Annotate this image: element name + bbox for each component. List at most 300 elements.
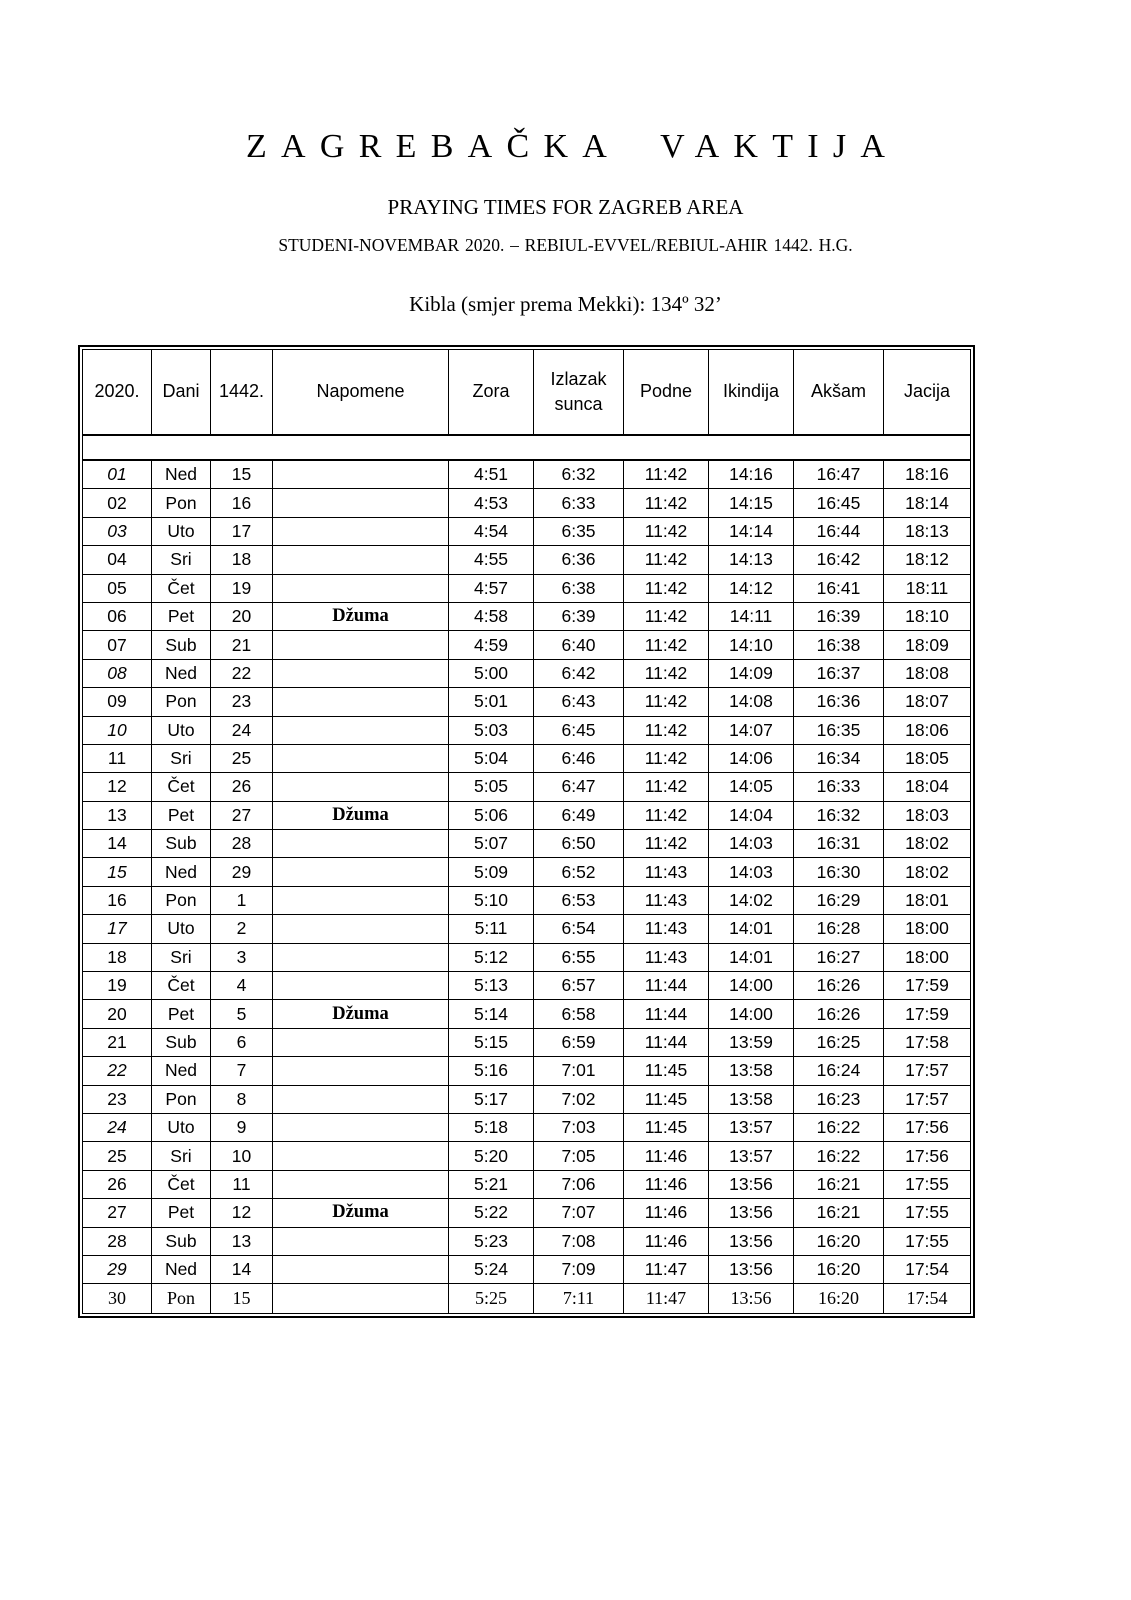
cell-jacija: 18:04: [884, 773, 970, 801]
cell-podne: 11:42: [624, 575, 709, 603]
cell-jacija: 18:07: [884, 688, 970, 716]
cell-zora: 5:16: [449, 1057, 534, 1085]
cell-note: [273, 631, 449, 659]
cell-ikindija: 14:14: [709, 518, 794, 546]
cell-aksam: 16:22: [794, 1114, 884, 1142]
cell-hijri-date: 13: [211, 1228, 273, 1256]
cell-note: [273, 1228, 449, 1256]
cell-day: Pon: [152, 887, 211, 915]
cell-day: Sri: [152, 745, 211, 773]
cell-izlazak-sunca: 6:40: [534, 631, 624, 659]
cell-ikindija: 14:16: [709, 461, 794, 489]
title-block: [0, 0, 1131, 317]
cell-aksam: 16:28: [794, 915, 884, 943]
cell-podne: 11:42: [624, 830, 709, 858]
cell-hijri-date: 19: [211, 575, 273, 603]
table-row: [83, 1142, 970, 1170]
cell-date: 02: [83, 489, 152, 517]
cell-hijri-date: 18: [211, 546, 273, 574]
cell-jacija: 18:10: [884, 603, 970, 631]
cell-ikindija: 14:08: [709, 688, 794, 716]
cell-ikindija: 13:56: [709, 1284, 794, 1312]
cell-date: 04: [83, 546, 152, 574]
table-row: [83, 858, 970, 886]
cell-note: [273, 915, 449, 943]
cell-izlazak-sunca: 6:45: [534, 717, 624, 745]
table-row: [83, 660, 970, 688]
cell-jacija: 18:06: [884, 717, 970, 745]
cell-hijri-date: 15: [211, 461, 273, 489]
cell-date: 12: [83, 773, 152, 801]
cell-day: Uto: [152, 1114, 211, 1142]
cell-date: 11: [83, 745, 152, 773]
cell-zora: 5:15: [449, 1029, 534, 1057]
table-row: [83, 631, 970, 659]
cell-aksam: 16:38: [794, 631, 884, 659]
cell-day: Pet: [152, 802, 211, 830]
cell-date: 22: [83, 1057, 152, 1085]
cell-aksam: 16:36: [794, 688, 884, 716]
cell-day: Ned: [152, 858, 211, 886]
table-spacer-row: [83, 436, 970, 461]
cell-day: Pon: [152, 688, 211, 716]
cell-day: Sri: [152, 1142, 211, 1170]
cell-podne: 11:42: [624, 688, 709, 716]
cell-note: [273, 972, 449, 1000]
cell-podne: 11:44: [624, 972, 709, 1000]
cell-date: 06: [83, 603, 152, 631]
cell-note: [273, 1256, 449, 1284]
cell-izlazak-sunca: 6:50: [534, 830, 624, 858]
cell-ikindija: 14:09: [709, 660, 794, 688]
table-row: [83, 802, 970, 830]
cell-note: [273, 1029, 449, 1057]
cell-hijri-date: 20: [211, 603, 273, 631]
table-row: [83, 1256, 970, 1284]
cell-izlazak-sunca: 6:49: [534, 802, 624, 830]
cell-podne: 11:42: [624, 773, 709, 801]
cell-podne: 11:46: [624, 1228, 709, 1256]
cell-hijri-date: 16: [211, 489, 273, 517]
cell-date: 26: [83, 1171, 152, 1199]
table-row: [83, 830, 970, 858]
cell-aksam: 16:20: [794, 1256, 884, 1284]
cell-ikindija: 14:03: [709, 858, 794, 886]
cell-podne: 11:45: [624, 1086, 709, 1114]
cell-date: 19: [83, 972, 152, 1000]
cell-hijri-date: 15: [211, 1284, 273, 1312]
cell-aksam: 16:23: [794, 1086, 884, 1114]
cell-jacija: 18:02: [884, 858, 970, 886]
cell-aksam: 16:27: [794, 944, 884, 972]
cell-jacija: 18:03: [884, 802, 970, 830]
cell-podne: 11:42: [624, 802, 709, 830]
cell-hijri-date: 22: [211, 660, 273, 688]
table-outer-frame: [78, 345, 975, 1318]
col-header-year: 2020.: [83, 350, 152, 434]
cell-note: [273, 1142, 449, 1170]
cell-zora: 5:23: [449, 1228, 534, 1256]
cell-ikindija: 13:58: [709, 1086, 794, 1114]
cell-zora: 5:20: [449, 1142, 534, 1170]
cell-date: 24: [83, 1114, 152, 1142]
cell-jacija: 18:09: [884, 631, 970, 659]
cell-podne: 11:42: [624, 518, 709, 546]
cell-podne: 11:42: [624, 603, 709, 631]
cell-jacija: 17:55: [884, 1228, 970, 1256]
table-row: [83, 461, 970, 489]
cell-date: 14: [83, 830, 152, 858]
cell-day: Sub: [152, 1029, 211, 1057]
cell-hijri-date: 2: [211, 915, 273, 943]
cell-date: 08: [83, 660, 152, 688]
table-body: [83, 461, 970, 1313]
cell-note: [273, 887, 449, 915]
table-row: [83, 1171, 970, 1199]
cell-hijri-date: 27: [211, 802, 273, 830]
cell-ikindija: 13:57: [709, 1114, 794, 1142]
col-header-izlazak-sunca: Izlazak sunca: [534, 350, 624, 434]
cell-day: Pet: [152, 603, 211, 631]
cell-izlazak-sunca: 7:02: [534, 1086, 624, 1114]
cell-hijri-date: 21: [211, 631, 273, 659]
cell-note: Džuma: [273, 1199, 449, 1227]
cell-day: Pon: [152, 489, 211, 517]
cell-date: 21: [83, 1029, 152, 1057]
cell-hijri-date: 6: [211, 1029, 273, 1057]
table-row: [83, 915, 970, 943]
cell-date: 23: [83, 1086, 152, 1114]
table-row: [83, 1228, 970, 1256]
cell-ikindija: 14:06: [709, 745, 794, 773]
cell-date: 09: [83, 688, 152, 716]
cell-podne: 11:43: [624, 944, 709, 972]
cell-jacija: 18:11: [884, 575, 970, 603]
table-row: [83, 546, 970, 574]
cell-day: Pet: [152, 1000, 211, 1028]
cell-podne: 11:42: [624, 717, 709, 745]
cell-aksam: 16:20: [794, 1228, 884, 1256]
vaktija-table: [78, 345, 975, 1318]
cell-jacija: 17:59: [884, 1000, 970, 1028]
table-row: [83, 972, 970, 1000]
cell-zora: 5:12: [449, 944, 534, 972]
cell-day: Uto: [152, 518, 211, 546]
table-row: [83, 1029, 970, 1057]
cell-izlazak-sunca: 6:55: [534, 944, 624, 972]
cell-jacija: 17:57: [884, 1057, 970, 1085]
cell-day: Ned: [152, 461, 211, 489]
cell-hijri-date: 14: [211, 1256, 273, 1284]
cell-note: [273, 546, 449, 574]
table-row: [83, 1284, 970, 1312]
cell-izlazak-sunca: 6:35: [534, 518, 624, 546]
cell-note: [273, 1284, 449, 1312]
col-header-hijri-year: 1442.: [211, 350, 273, 434]
cell-hijri-date: 8: [211, 1086, 273, 1114]
cell-podne: 11:42: [624, 631, 709, 659]
cell-day: Ned: [152, 1256, 211, 1284]
cell-ikindija: 14:15: [709, 489, 794, 517]
cell-day: Uto: [152, 915, 211, 943]
cell-aksam: 16:32: [794, 802, 884, 830]
cell-hijri-date: 17: [211, 518, 273, 546]
cell-zora: 5:24: [449, 1256, 534, 1284]
cell-jacija: 18:12: [884, 546, 970, 574]
cell-date: 16: [83, 887, 152, 915]
col-header-jacija: Jacija: [903, 381, 951, 402]
cell-note: [273, 717, 449, 745]
cell-aksam: 16:22: [794, 1142, 884, 1170]
cell-aksam: 16:39: [794, 603, 884, 631]
cell-aksam: 16:20: [794, 1284, 884, 1312]
cell-ikindija: 14:07: [709, 717, 794, 745]
cell-zora: 5:11: [449, 915, 534, 943]
cell-zora: 5:21: [449, 1171, 534, 1199]
cell-izlazak-sunca: 6:38: [534, 575, 624, 603]
cell-day: Sub: [152, 631, 211, 659]
cell-date: 05: [83, 575, 152, 603]
cell-hijri-date: 24: [211, 717, 273, 745]
cell-ikindija: 14:00: [709, 972, 794, 1000]
cell-hijri-date: 7: [211, 1057, 273, 1085]
table-row: [83, 745, 970, 773]
col-header-ikindija: Ikindija: [709, 350, 794, 434]
cell-izlazak-sunca: 7:09: [534, 1256, 624, 1284]
cell-ikindija: 14:00: [709, 1000, 794, 1028]
cell-note: [273, 944, 449, 972]
cell-hijri-date: 9: [211, 1114, 273, 1142]
cell-zora: 5:03: [449, 717, 534, 745]
cell-day: Ned: [152, 1057, 211, 1085]
table-row: [83, 518, 970, 546]
cell-podne: 11:42: [624, 461, 709, 489]
cell-zora: 5:04: [449, 745, 534, 773]
cell-zora: 5:06: [449, 802, 534, 830]
cell-izlazak-sunca: 6:33: [534, 489, 624, 517]
cell-jacija: 17:56: [884, 1114, 970, 1142]
table-row: [83, 773, 970, 801]
cell-ikindija: 13:56: [709, 1171, 794, 1199]
cell-aksam: 16:26: [794, 1000, 884, 1028]
cell-jacija: 18:00: [884, 944, 970, 972]
cell-date: 18: [83, 944, 152, 972]
cell-aksam: 16:44: [794, 518, 884, 546]
cell-ikindija: 14:13: [709, 546, 794, 574]
cell-jacija: 17:59: [884, 972, 970, 1000]
cell-day: Čet: [152, 972, 211, 1000]
cell-day: Čet: [152, 1171, 211, 1199]
cell-zora: 5:25: [449, 1284, 534, 1312]
cell-jacija: 17:56: [884, 1142, 970, 1170]
cell-zora: 5:05: [449, 773, 534, 801]
table-header-row: [83, 350, 970, 436]
cell-izlazak-sunca: 6:46: [534, 745, 624, 773]
cell-podne: 11:42: [624, 489, 709, 517]
cell-day: Uto: [152, 717, 211, 745]
cell-date: 01: [83, 461, 152, 489]
cell-ikindija: 14:04: [709, 802, 794, 830]
cell-note: [273, 830, 449, 858]
cell-date: 07: [83, 631, 152, 659]
col-header-notes: Napomene: [273, 350, 449, 434]
cell-zora: 5:10: [449, 887, 534, 915]
cell-izlazak-sunca: 6:59: [534, 1029, 624, 1057]
cell-aksam: 16:30: [794, 858, 884, 886]
cell-note: [273, 489, 449, 517]
page-title: ZAGREBAČKA VAKTIJA: [246, 128, 900, 165]
cell-date: 15: [83, 858, 152, 886]
table-row: [83, 944, 970, 972]
cell-day: Čet: [152, 773, 211, 801]
cell-zora: 5:22: [449, 1199, 534, 1227]
cell-izlazak-sunca: 7:07: [534, 1199, 624, 1227]
cell-ikindija: 13:56: [709, 1228, 794, 1256]
table-row: [83, 1199, 970, 1227]
cell-note: [273, 1114, 449, 1142]
cell-date: 25: [83, 1142, 152, 1170]
col-header-podne: Podne: [624, 350, 709, 434]
cell-aksam: 16:21: [794, 1171, 884, 1199]
cell-zora: 5:09: [449, 858, 534, 886]
subtitle-english: PRAYING TIMES FOR ZAGREB AREA: [387, 195, 744, 219]
cell-date: 17: [83, 915, 152, 943]
cell-izlazak-sunca: 6:52: [534, 858, 624, 886]
cell-ikindija: 14:01: [709, 944, 794, 972]
cell-izlazak-sunca: 6:58: [534, 1000, 624, 1028]
cell-zora: 5:07: [449, 830, 534, 858]
cell-day: Pon: [152, 1284, 211, 1312]
cell-date: 30: [83, 1284, 152, 1312]
cell-jacija: 17:54: [906, 1288, 948, 1309]
cell-date: 13: [83, 802, 152, 830]
cell-hijri-date: 23: [211, 688, 273, 716]
cell-podne: 11:47: [624, 1256, 709, 1284]
cell-izlazak-sunca: 7:03: [534, 1114, 624, 1142]
cell-izlazak-sunca: 6:53: [534, 887, 624, 915]
table-row: [83, 603, 970, 631]
table-row: [83, 717, 970, 745]
cell-note: [273, 660, 449, 688]
cell-ikindija: 13:57: [709, 1142, 794, 1170]
cell-zora: 4:51: [449, 461, 534, 489]
cell-day: Sub: [152, 830, 211, 858]
cell-jacija: 18:16: [884, 461, 970, 489]
subtitle-months: STUDENI-NOVEMBAR 2020. – REBIUL-EVVEL/REBIUL-AHIR 1442. H.G.: [278, 235, 853, 255]
cell-hijri-date: 28: [211, 830, 273, 858]
cell-aksam: 16:31: [794, 830, 884, 858]
cell-date: 29: [83, 1256, 152, 1284]
cell-day: Pon: [152, 1086, 211, 1114]
cell-day: Pet: [152, 1199, 211, 1227]
cell-izlazak-sunca: 6:47: [534, 773, 624, 801]
cell-izlazak-sunca: 6:57: [534, 972, 624, 1000]
cell-podne: 11:43: [624, 858, 709, 886]
cell-note: [273, 1086, 449, 1114]
cell-podne: 11:46: [624, 1171, 709, 1199]
cell-podne: 11:42: [624, 546, 709, 574]
cell-podne: 11:47: [624, 1284, 709, 1312]
cell-izlazak-sunca: 6:42: [534, 660, 624, 688]
table-row: [83, 1086, 970, 1114]
cell-jacija: 18:01: [884, 887, 970, 915]
cell-day: Čet: [152, 575, 211, 603]
cell-izlazak-sunca: 7:06: [534, 1171, 624, 1199]
cell-date: 10: [83, 717, 152, 745]
cell-hijri-date: 26: [211, 773, 273, 801]
cell-note: Džuma: [273, 1000, 449, 1028]
table-row: [83, 688, 970, 716]
table-row: [83, 1057, 970, 1085]
col-header-zora: Zora: [449, 350, 534, 434]
cell-jacija: 17:58: [884, 1029, 970, 1057]
cell-note: [273, 745, 449, 773]
cell-jacija: 17:54: [884, 1256, 970, 1284]
cell-ikindija: 13:59: [709, 1029, 794, 1057]
cell-note: [273, 1057, 449, 1085]
cell-izlazak-sunca: 6:43: [534, 688, 624, 716]
cell-hijri-date: 25: [211, 745, 273, 773]
cell-izlazak-sunca: 7:01: [534, 1057, 624, 1085]
cell-aksam: 16:25: [794, 1029, 884, 1057]
cell-zora: 4:53: [449, 489, 534, 517]
cell-day: Sri: [152, 944, 211, 972]
cell-podne: 11:44: [624, 1000, 709, 1028]
cell-zora: 4:55: [449, 546, 534, 574]
cell-ikindija: 14:10: [709, 631, 794, 659]
cell-zora: 5:14: [449, 1000, 534, 1028]
cell-ikindija: 13:58: [709, 1057, 794, 1085]
cell-izlazak-sunca: 6:39: [534, 603, 624, 631]
cell-hijri-date: 4: [211, 972, 273, 1000]
cell-jacija: 18:05: [884, 745, 970, 773]
table-row: [83, 575, 970, 603]
cell-aksam: 16:34: [794, 745, 884, 773]
cell-aksam: 16:33: [794, 773, 884, 801]
cell-ikindija: 14:11: [709, 603, 794, 631]
table-row: [83, 887, 970, 915]
cell-podne: 11:46: [624, 1142, 709, 1170]
cell-zora: 5:00: [449, 660, 534, 688]
cell-aksam: 16:41: [794, 575, 884, 603]
cell-jacija: 17:57: [884, 1086, 970, 1114]
cell-jacija: 18:00: [884, 915, 970, 943]
cell-aksam: 16:24: [794, 1057, 884, 1085]
cell-note: [273, 858, 449, 886]
cell-hijri-date: 11: [211, 1171, 273, 1199]
cell-aksam: 16:45: [794, 489, 884, 517]
cell-note: [273, 575, 449, 603]
cell-date: 28: [83, 1228, 152, 1256]
cell-zora: 5:17: [449, 1086, 534, 1114]
cell-day: Ned: [152, 660, 211, 688]
cell-note: [273, 773, 449, 801]
cell-izlazak-sunca: 7:11: [534, 1284, 624, 1312]
cell-aksam: 16:37: [794, 660, 884, 688]
col-header-days: Dani: [152, 350, 211, 434]
cell-aksam: 16:35: [794, 717, 884, 745]
cell-note: [273, 461, 449, 489]
cell-day: Sub: [152, 1228, 211, 1256]
cell-zora: 5:13: [449, 972, 534, 1000]
cell-podne: 11:45: [624, 1057, 709, 1085]
cell-zora: 4:59: [449, 631, 534, 659]
table-inner-frame: [82, 349, 971, 1314]
cell-date: 03: [83, 518, 152, 546]
cell-date: 20: [83, 1000, 152, 1028]
cell-hijri-date: 29: [211, 858, 273, 886]
cell-zora: 5:18: [449, 1114, 534, 1142]
